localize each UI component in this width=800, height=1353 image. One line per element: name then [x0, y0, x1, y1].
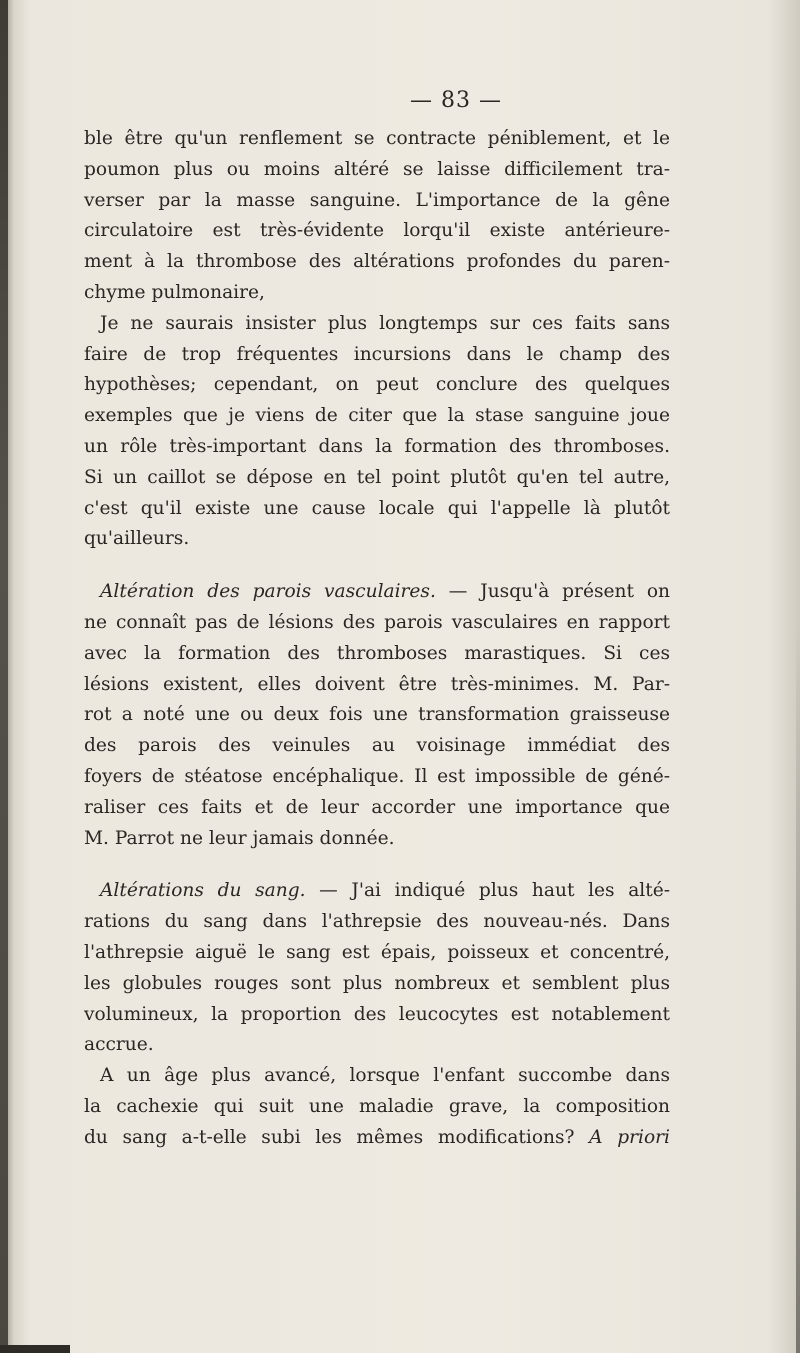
- text-line: qu'ailleurs.: [84, 528, 190, 550]
- text-line: circulatoire est très-évidente lorqu'il existe antérieure-: [84, 220, 670, 242]
- section-heading-line: [84, 876, 670, 907]
- text-line-rest: — J'ai indiqué plus haut les alté-: [305, 880, 670, 902]
- text-line: faire de trop fréquentes incursions dans le champ des: [84, 343, 670, 365]
- paragraph-gap: [84, 555, 670, 577]
- body-text: [84, 124, 670, 1154]
- text-line: avec la formation des thromboses marastiques. Si ces: [84, 642, 670, 664]
- section-heading-sang: Altérations du sang.: [100, 880, 306, 902]
- binding-shadow: [0, 0, 8, 1353]
- section-heading-parois: Altération des parois vasculaires.: [100, 581, 436, 603]
- final-line-start: du sang a-t-elle subi les mêmes modifications?: [84, 1126, 590, 1148]
- final-text-line: [84, 1123, 670, 1154]
- text-line: rations du sang dans l'athrepsie des nouveau-nés. Dans: [84, 911, 670, 933]
- text-line: un rôle très-important dans la formation des thromboses.: [84, 435, 670, 457]
- text-line: hypothèses; cependant, on peut conclure des quelques: [84, 374, 670, 396]
- text-line: raliser ces faits et de leur accorder une importance que: [84, 796, 670, 818]
- section-heading-line: [84, 577, 670, 608]
- text-line: rot a noté une ou deux fois une transformation graisseuse: [84, 704, 670, 726]
- text-line: Je ne saurais insister plus longtemps sur ces faits sans: [100, 312, 670, 334]
- text-line: Si un caillot se dépose en tel point plutôt qu'en tel autre,: [84, 466, 670, 488]
- text-line: A un âge plus avancé, lorsque l'enfant succombe dans: [100, 1065, 670, 1087]
- text-line: exemples que je viens de citer que la stase sanguine joue: [84, 405, 670, 427]
- text-line: poumon plus ou moins altéré se laisse difficilement tra-: [84, 158, 670, 180]
- page-edge-shadow: [796, 620, 800, 1353]
- text-line: chyme pulmonaire,: [84, 281, 265, 303]
- text-line: verser par la masse sanguine. L'importance de la gêne: [84, 189, 670, 211]
- text-line: la cachexie qui suit une maladie grave, la composition: [84, 1095, 670, 1117]
- text-line: accrue.: [84, 1034, 154, 1056]
- text-line: c'est qu'il existe une cause locale qui l'appelle là plutôt: [84, 497, 670, 519]
- text-line: lésions existent, elles doivent être très-minimes. M. Par-: [84, 673, 670, 695]
- text-line: ble être qu'un renflement se contracte péniblement, et le: [84, 128, 670, 149]
- text-line: volumineux, la proportion des leucocytes est notablement: [84, 1003, 670, 1025]
- text-line-rest: — Jusqu'à présent on: [435, 581, 670, 603]
- text-line: les globules rouges sont plus nombreux et semblent plus: [84, 972, 670, 994]
- text-line: ment à la thrombose des altérations profondes du paren-: [84, 251, 670, 273]
- page-number: — 83 —: [410, 88, 502, 113]
- text-line: l'athrepsie aiguë le sang est épais, poisseux et concentré,: [84, 941, 670, 963]
- paragraph-gap: [84, 854, 670, 876]
- final-line-italic: A priori: [589, 1126, 670, 1148]
- text-line: M. Parrot ne leur jamais donnée.: [84, 827, 395, 849]
- bottom-edge-shadow: [0, 1345, 70, 1353]
- text-line: foyers de stéatose encéphalique. Il est impossible de géné-: [84, 765, 670, 787]
- text-line: des parois des veinules au voisinage immédiat des: [84, 735, 670, 757]
- text-line: ne connaît pas de lésions des parois vasculaires en rapport: [84, 611, 670, 633]
